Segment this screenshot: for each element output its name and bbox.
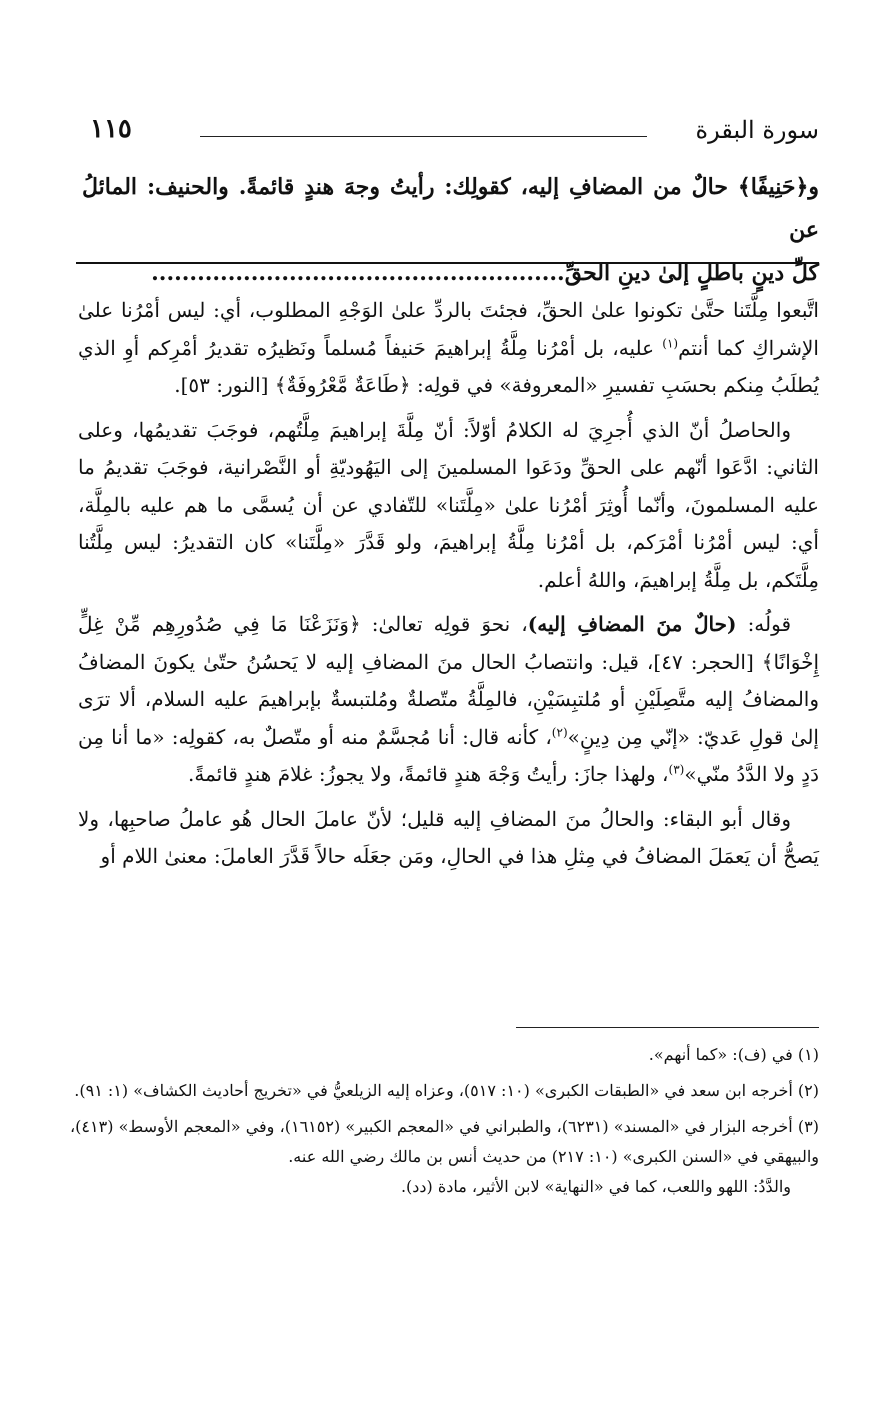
paragraph-3-text-a: ، نحوَ قولِه تعالىٰ: ﴿وَنَزَعْنَا مَا فِي صُدُورِهِم مِّنْ غِلٍّ إِخْوَانًا﴾ [الحجر: ٤٧]، قيل: وانتصابُ الحال منَ المضافِ إليه لا يَحسُنُ حتّىٰ يكونَ المضافُ والمضافُ إليه متَّصِلَيْنِ أو مُلتبِسَيْنِ، فالمِلَّةُ متّصلةٌ ومُلتبسةٌ بإبراهيمَ عليه السلام، ألا ترَى إلىٰ قولِ عَديّ: «إنّي مِن دِينٍ» [78, 612, 819, 749]
paragraph-1 [78, 292, 819, 405]
footnote-3: (٣) أخرجه البزار في «المسند» (٦٢٣١)، والطبراني في «المعجم الكبير» (١٦١٥٢)، وفي «المعجم الأوسط» (٤١٣)، والبيهقي في «السنن الكبرى» (١٠: ٢١٧) من حديث أنس بن مالك رضي الله عنه. [70, 1117, 820, 1166]
footnote-2: (٢) أخرجه ابن سعد في «الطبقات الكبرى» (١٠: ٥١٧)، وعزاه إليه الزيلعيُّ في «تخريج أحاديث الكشاف» (١: ٩١). [74, 1081, 819, 1100]
paragraph-3 [78, 606, 819, 794]
paragraph-3-lead: قولُه: [736, 612, 792, 636]
paragraph-1-text-a: اتَّبعوا مِلَّتَنا حتَّىٰ تكونوا علىٰ الحقِّ، فجئتَ بالردِّ علىٰ الوَجْهِ المطلوب، أي: ليس أمْرُنا علىٰ الإشراكِ كما أنتم [78, 298, 819, 360]
footnotes [70, 1040, 819, 1208]
surah-title: سورة البقرة [695, 116, 819, 144]
paragraph-1-text-b: عليه، بل أمْرُنا مِلَّةُ إبراهيمَ حَنيفاً مُسلماً ونَظيرُه تقديرُ أمْرِكم أوِ الذي يُطلَبُ مِنكم بحسَبِ تفسيرِ «المعروفة» في قولِه: ﴿طَاعَةٌ مَّعْرُوفَةٌ﴾ [النور: ٥٣]. [78, 335, 819, 397]
page-number: ١١٥ [90, 114, 132, 144]
paragraph-3-text-b: ، كأنه قال: أنا مُجسَّمٌ منه أو متّصلٌ به، كقولِه: «ما أنا مِن دَدٍ ولا الدَّدُ منّي» [78, 724, 819, 786]
matn-line-1: و﴿حَنِيفًا﴾ حالٌ من المضافِ إليه، كقولِك: رأيتُ وجهَ هندٍ قائمةً. والحنيف: المائلُ عن [82, 174, 819, 243]
footnote-3-note: والدَّدُ: اللهو واللعب، كما في «النهاية» لابن الأثير، مادة (دد). [400, 1177, 791, 1196]
header-rule [200, 136, 647, 137]
running-header [90, 112, 819, 156]
footnote-ref-1: (١) [662, 335, 679, 350]
footnote-1: (١) في (ف): «كما أنهم». [648, 1045, 819, 1064]
matn-line-2: كلِّ دينٍ باطلٍ إلىٰ دينِ الحقِّ...................................................... [151, 260, 819, 286]
footnote-ref-3: (٣) [668, 762, 685, 777]
paragraph-4: وقال أبو البقاء: والحالُ منَ المضافِ إليه قليل؛ لأنّ عاملَ الحال هُو عاملُ صاحبِها، ولا يَصحُّ أن يَعمَلَ المضافُ في مِثلِ هذا في الحالِ، ومَن جعَلَه حالاً قَدَّرَ العاملَ: معنىٰ اللام أو [78, 806, 819, 868]
matn-text [82, 166, 819, 295]
paragraph-2: والحاصلُ أنّ الذي أُجرِيَ له الكلامُ أوّلاً: أنّ مِلَّةَ إبراهيمَ مِلَّتُهم، فوجَبَ تقديمُها، وعلى الثاني: ادَّعَوا أنّهم على الحقِّ ودَعَوا المسلمينَ إلى اليَهُوديّةِ أو النَّصْرانية، فوجَبَ تقديمُ ما عليه المسلمونَ، وأنّما أُوثِرَ أمْرُنا علىٰ «مِلَّتَنا» للتّفادي عن أن يُسمَّى ما هم عليه بالمِلَّة، أي: ليس أمْرُنا أمْرَكم، بل أمْرُنا مِلَّةُ إبراهيمَ، ولو قَدَّرَ «مِلَّتَنا» كان التقديرُ: ليس مِلَّتُنا مِلَّتَكم، بل مِلَّةُ إبراهيمَ، واللهُ أعلم. [78, 417, 819, 592]
footnote-ref-2: (٢) [551, 724, 568, 739]
matn-separator [76, 262, 819, 264]
paragraph-3-text-c: ، ولهذا جازَ: رأيتُ وَجْهَ هندٍ قائمةً، ولا يجوزُ: غلامَ هندٍ قائمةً. [188, 762, 669, 786]
lemma-quote: (حالٌ منَ المضافِ إليه) [527, 612, 737, 636]
footnote-separator [516, 1027, 819, 1028]
commentary [78, 292, 819, 883]
